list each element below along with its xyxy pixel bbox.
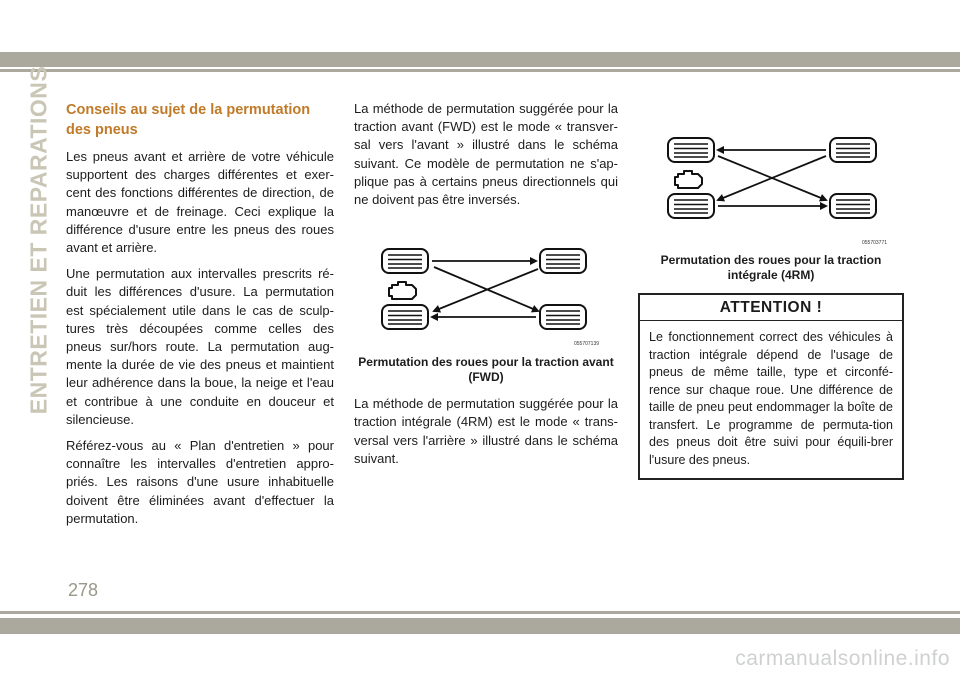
paragraph-rotation-intervals: Une permutation aux intervalles prescrits ré-duit les différences d'usure. La permutation est spécialement utile dans le cas de sculp-tures très découpées comme celles des pneus sur/hors route. La permutation aug-mente la durée de vie des pneus et maintient leur adhérence dans la boue, la neige et l'eau et contribue à une conduite en douceur et silencieuse. xyxy=(66,266,334,427)
paragraph-4rm-method: La méthode de permutation suggérée pour la traction intégrale (4RM) est le mode « trans-versal vers l'arrière » illustré dans le schéma suivant. xyxy=(354,396,618,466)
figure-caption-4rm: Permutation des roues pour la traction intégrale (4RM) xyxy=(660,253,882,282)
page-number: 278 xyxy=(68,580,99,600)
paragraph-fwd-method: La méthode de permutation suggérée pour la traction avant (FWD) est le mode « transver-sal vers l'avant » illustré dans le schéma suivant. Ce modèle de permutation ne s'ap-plique pas à certains pneus directionnels qui ne doivent pas être inversés. xyxy=(354,101,618,208)
column-3 xyxy=(638,100,904,480)
chapter-side-tab-label: ENTRETIEN ET REPARATIONS xyxy=(25,65,52,415)
tire-front-right-icon xyxy=(830,138,876,162)
section-title: Conseils au sujet de la permutation des pneus xyxy=(66,102,311,138)
paragraph-maintenance-plan: Référez-vous au « Plan d'entretien » pour connaître les intervalles d'entretien appro-priés. Les raisons d'une usure inhabituelle doivent être éliminées avant d'effectuer la permutation. xyxy=(66,438,334,526)
tire-front-left-icon xyxy=(382,249,428,273)
column-1 xyxy=(66,100,334,536)
tire-rear-right-icon xyxy=(830,194,876,218)
attention-title: ATTENTION ! xyxy=(640,295,902,321)
header-bar xyxy=(0,52,960,67)
fwd-rotation-diagram-svg xyxy=(354,233,618,348)
watermark: carmanualsonline.info xyxy=(735,647,950,670)
figure-code: 055707139 xyxy=(574,341,600,348)
tire-rear-left-icon xyxy=(382,305,428,329)
4rm-rotation-diagram xyxy=(638,104,904,249)
footer-bar xyxy=(0,618,960,634)
tire-rear-right-icon xyxy=(540,305,586,329)
fwd-arrows xyxy=(432,261,538,317)
4rm-arrows xyxy=(718,150,826,206)
column-2 xyxy=(354,100,618,476)
figure-code: 055703771 xyxy=(862,240,888,246)
tire-front-left-icon xyxy=(668,138,714,162)
fwd-rotation-diagram xyxy=(354,233,618,351)
4rm-rotation-diagram-svg xyxy=(638,104,904,244)
attention-box xyxy=(638,293,904,480)
header-line xyxy=(0,69,960,72)
chapter-side-tab xyxy=(25,65,52,415)
paragraph-tire-loads: Les pneus avant et arrière de votre véhicule supportent des charges différentes et exer-cent des fonctions différentes de direction, de manœuvre et de freinage. Ceci explique la différence d'usure entre les pneus des roues avant et arrière. xyxy=(66,149,334,256)
figure-caption-fwd: Permutation des roues pour la traction avant (FWD) xyxy=(358,355,614,385)
footer-line xyxy=(0,611,960,614)
tire-front-right-icon xyxy=(540,249,586,273)
tire-rear-left-icon xyxy=(668,194,714,218)
engine-icon xyxy=(389,282,416,299)
engine-icon xyxy=(675,171,702,188)
attention-text: Le fonctionnement correct des véhicules à traction intégrale dépend de l'usage de pneus de même taille, type et circonfé-rence sur chaque roue. Une différence de taille de pneu peut endommager la boîte de transfert. Le programme de permuta-tion des pneus doit être suivi pour équili-brer l'usure des pneus. xyxy=(649,330,893,467)
